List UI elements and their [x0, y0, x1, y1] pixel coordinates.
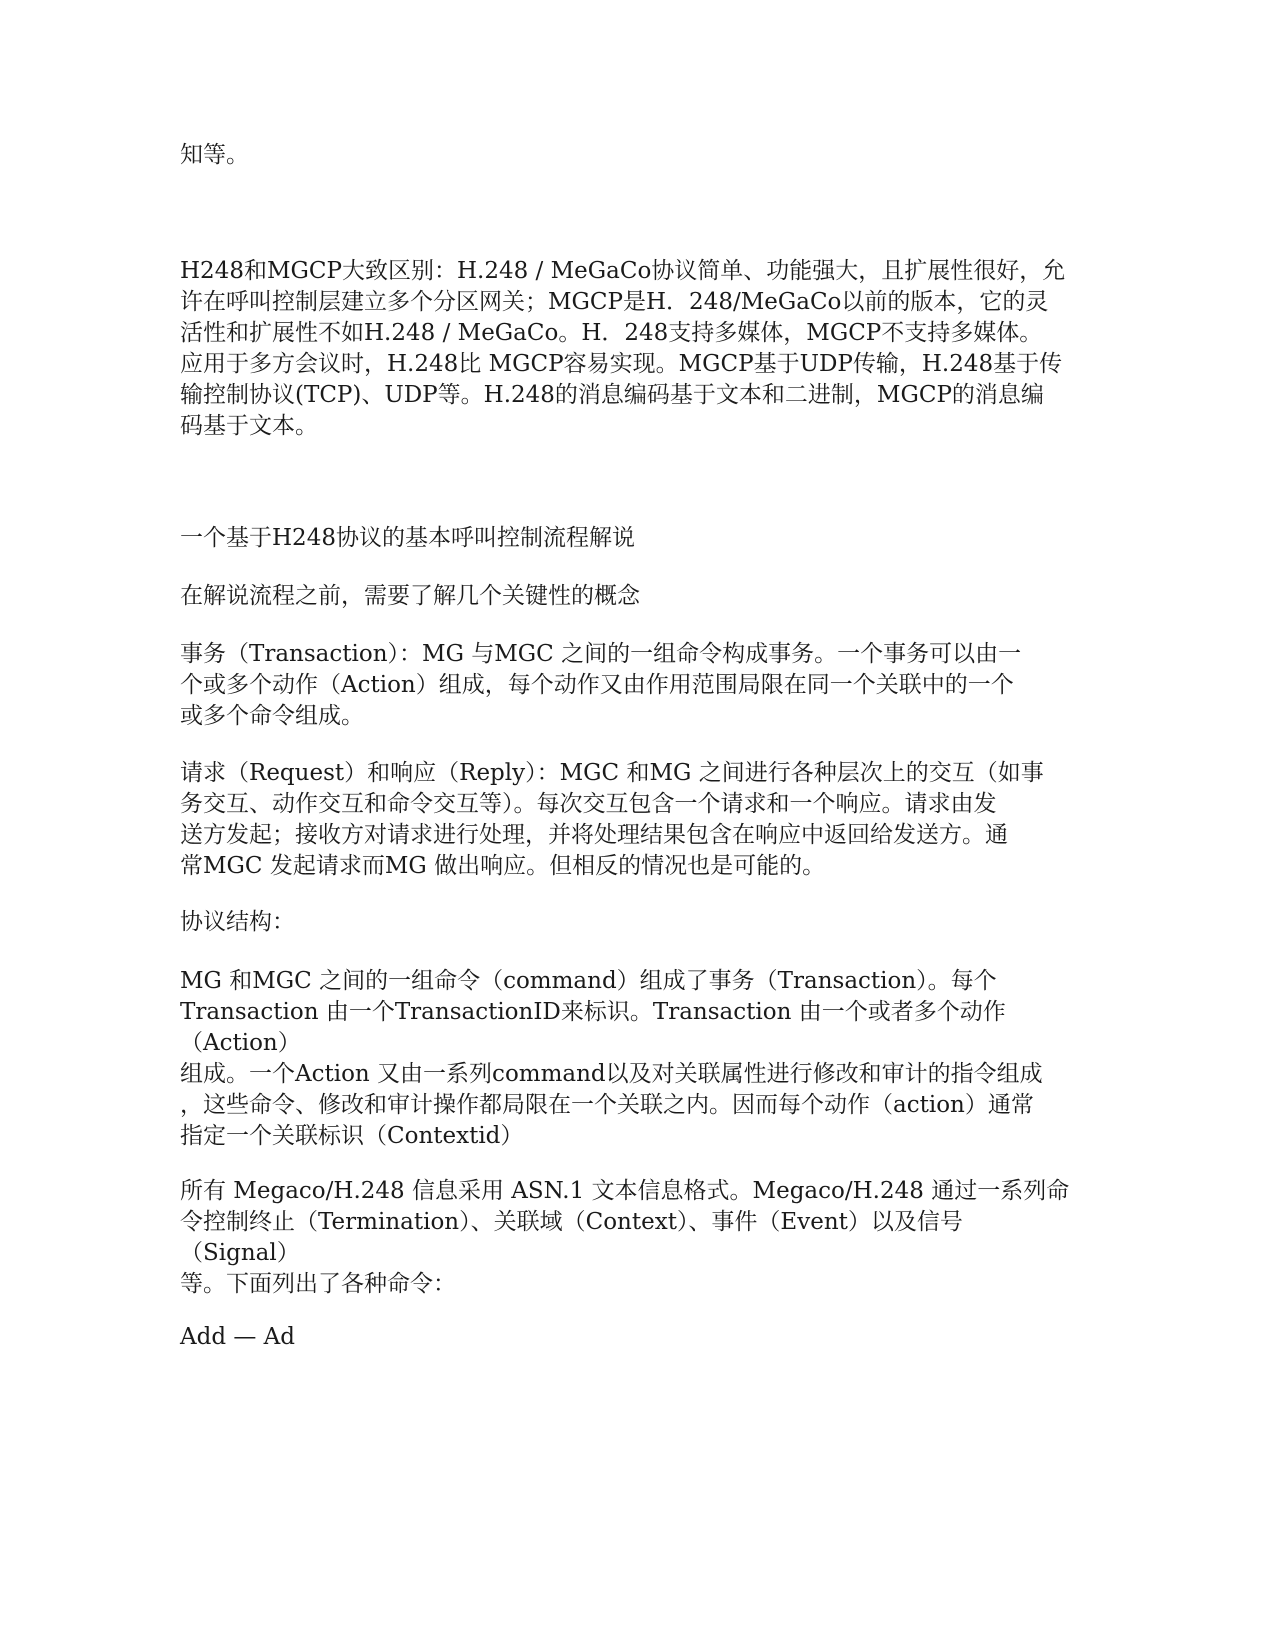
paragraph-protocol-structure-label: 协议结构： [180, 909, 295, 935]
paragraph-continuation: 知等。 [180, 142, 249, 168]
paragraph-protocol-structure: MG 和MGC 之间的一组命令（command）组成了事务（Transaction）。每个 Transaction 由一个TransactionID来标识。Transaction 由一个或者多个动作（Action） 组成。一个Action 又由一系列command以及对关联属性进行修改和审计的指令组成 ，这些命令、修改和审计操作都局限在一个关联之内。因而每个动作（action）通常 指定一个关联标识（Contextid） [180, 968, 1043, 1149]
paragraph-transaction: 事务（Transaction）：MG 与MGC 之间的一组命令构成事务。一个事务可以由一 个或多个动作（Action）组成，每个动作又由作用范围局限在同一个关联中的一个 或多个命令组成。 [180, 641, 1022, 729]
paragraph-add-command: Add — Ad [180, 1324, 296, 1350]
section-heading-call-flow: 一个基于H248协议的基本呼叫控制流程解说 [180, 525, 635, 551]
paragraph-request-reply: 请求（Request）和响应（Reply）：MGC 和MG 之间进行各种层次上的交互（如事 务交互、动作交互和命令交互等）。每次交互包含一个请求和一个响应。请求由发 送方发起；接收方对请求进行处理，并将处理结果包含在响应中返回给发送方。通 常MGC 发起请求而MG 做出响应。但相反的情况也是可能的。 [180, 760, 1044, 879]
paragraph-key-concepts-intro: 在解说流程之前，需要了解几个关键性的概念 [180, 583, 640, 609]
paragraph-h248-mgcp-differences: H248和MGCP大致区别：H.248 / MeGaCo协议简单、功能强大，且扩展性很好，允 许在呼叫控制层建立多个分区网关；MGCP是H．248/MeGaCo以前的版本，它的灵 活性和扩展性不如H.248 / MeGaCo。H．248支持多媒体，MGCP不支持多媒体。 应用于多方会议时，H.248比 MGCP容易实现。MGCP基于UDP传输，H.248基于传 输控制协议(TCP)、UDP等。H.248的消息编码基于文本和二进制，MGCP的消息编 码基于文本。 [180, 258, 1066, 439]
paragraph-megaco-format: 所有 Megaco/H.248 信息采用 ASN.1 文本信息格式。Megaco/H.248 通过一系列命 令控制终止（Termination）、关联域（Context）、事件（Event）以及信号（Signal） 等。下面列出了各种命令： [180, 1178, 1070, 1297]
